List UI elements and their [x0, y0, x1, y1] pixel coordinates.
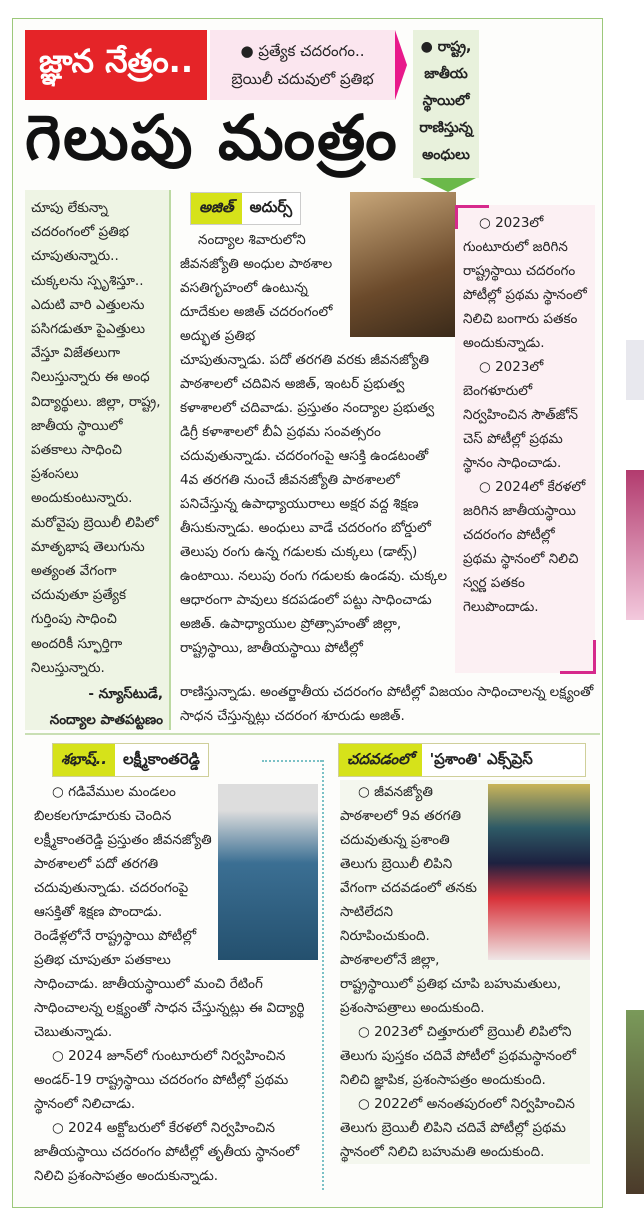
corner-bracket — [560, 640, 596, 674]
arrow-down-icon — [420, 178, 476, 192]
side-note-line: ● రాష్ట్ర, — [420, 39, 472, 55]
lakshmi-tag — [52, 743, 209, 777]
ajith-body: నంద్యాల శివారులోని జీవనజ్యోతి అంధుల పాఠశాల వసతిగృహంలో ఉంటున్న దూదేకుల అజిత్ చదరంగంలో అద్భుత ప్రతిభ చూపుతున్నాడు. పదో తరగతి వరకు జీవనజ్యోతి పాఠశాలలో చదివిన అజిత్, ఇంటర్ ప్రభుత్వ కళాశాలలో చదివాడు. ప్రస్తుతం నంద్యాల ప్రభుత్వ డిగ్రీ కళాశాలలో బీఏ ప్రథమ సంవత్సరం చదువుతున్నాడు. చదరంగంపై ఆసక్తి ఉండటంతో 4వ తరగతి నుంచే జీవనజ్యోతి పాఠశాలలో పనిచేస్తున్న ఉపాధ్యాయురాలు అక్షర వద్ద శిక్షణ తీసుకున్నాడు. అంధులు వాడే చదరంగం బోర్డులో తెలుపు రంగు ఉన్న గడులకు చుక్కలు (డాట్స్) ఉంటాయి. నలుపు రంగు గడులకు ఉండవు. చుక్కల ఆధారంగా పావులు కదపడంలో పట్టు సాధించాడు అజిత్. ఉపాధ్యాయుల ప్రోత్సాహంతో జిల్లా, రాష్ట్రస్థాయి, జాతీయస్థాయి పోటీల్లో — [180, 232, 448, 656]
ajith-tail: రాణిస్తున్నాడు. అంతర్జాతీయ చదరంగం పోటీల్లో విజయం సాధించాలన్న లక్ష్యంతో సాధన చేస్తున్నట్లు చదరంగ శూరుడు అజిత్. — [180, 684, 594, 724]
side-note-line: అంధులు — [422, 147, 470, 163]
story-para: ○ 2024 జూన్‌లో గుంటూరులో నిర్వహించిన అండర్-19 రాష్ట్రస్థాయి చదరంగం పోటీల్లో ప్రథమ స్థానంలో నిలిచాడు. — [34, 1048, 289, 1112]
side-note — [413, 30, 479, 178]
dotted-border — [322, 760, 324, 1190]
intro-box — [25, 190, 171, 730]
divider — [25, 733, 600, 735]
achievement-item: ○ 2024లో కేరళలో జరిగిన జాతీయస్థాయి చదరంగం పోటీల్లో ప్రథమ స్థానంలో నిలిచి స్వర్ణ పతకం గెలుపొందాడు. — [463, 479, 586, 615]
story-para: ○ 2022లో అనంతపురంలో నిర్వహించిన తెలుగు బ్రెయిలీ లిపిని చదివే పోటీల్లో ప్రథమ స్థానంలో నిలిచి బహుమతి అందుకుంది. — [340, 1096, 575, 1160]
achievement-item: ○ 2023లో గుంటూరులో జరిగిన రాష్ట్రస్థాయి చదరంగం పోటీల్లో ప్రథమ స్థానంలో నిలిచి బంగారు పతకం అందుకున్నాడు. — [463, 215, 587, 351]
lakshmi-story — [34, 780, 318, 1188]
story-para: ○ గడివేముల మండలం బిలకలగూడూరుకు చెందిన లక్ష్మీకాంతరెడ్డి ప్రస్తుతం జీవనజ్యోతి పాఠశాలలో పదో తరగతి చదువుతున్నాడు. చదరంగంపై ఆసక్తితో శిక్షణ పొందాడు. రెండేళ్లలోనే రాష్ట్రస్థాయి పోటీల్లో ప్రతిభ చూపుతూ పతకాలు సాధించాడు. జాతీయస్థాయిలో మంచి రేటింగ్ సాధించాలన్న లక్ష్యంతో సాధన చేస్తున్నట్లు ఈ విద్యార్థి చెబుతున్నాడు. — [34, 784, 305, 1040]
tag-caption: 'ప్రశాంతి' ఎక్స్‌ప్రెస్ — [422, 744, 585, 776]
prashanthi-tag — [338, 743, 586, 777]
tag-name: అజిత్ — [191, 193, 242, 224]
story-para: ○ జీవనజ్యోతి పాఠశాలలో 9వ తరగతి చదువుతున్న ప్రశాంతి తెలుగు బ్రెయిలీ లిపిని వేగంగా చదవడంలో తనకు సాటిలేదని నిరూపించుకుంది. పాఠశాలలోనే జిల్లా, రాష్ట్రస్థాయిలో ప్రతిభ చూపి బహుమతులు, ప్రశంసాపత్రాలు అందుకుంది. — [340, 784, 562, 1016]
credit-line: - న్యూస్‌టుడే, — [88, 686, 163, 703]
ajith-tag — [190, 192, 301, 225]
adjacent-block — [626, 340, 644, 400]
ajith-photo — [350, 192, 456, 337]
ajith-story — [180, 228, 450, 660]
adjacent-photo — [626, 1010, 644, 1194]
corner-bracket — [455, 205, 489, 229]
arrow-right-icon — [395, 30, 407, 100]
deck-line: ● ప్రత్యేక చదరంగం.. — [240, 42, 365, 60]
ajith-achievements — [455, 205, 595, 673]
tag-caption: లక్ష్మీకాంతరెడ్డి — [115, 744, 208, 776]
side-note-line: స్థాయిలో — [422, 93, 470, 109]
dotted-border — [262, 760, 322, 762]
side-note-line: రాణిస్తున్న — [419, 120, 473, 136]
tag-name: శభాష్.. — [53, 744, 115, 776]
prashanthi-story — [340, 780, 590, 1164]
kicker-label: జ్ఞాన నేత్రం.. — [25, 30, 207, 100]
story-para: ○ 2023లో చిత్తూరులో బ్రెయిలీ లిపిలోని తెలుగు పుస్తకం చదివే పోటీలో ప్రథమస్థానంలో నిలిచి జ్ఞాపిక, ప్రశంసాపత్రం అందుకుంది. — [340, 1024, 576, 1088]
headline: గెలుపు మంత్రం — [25, 101, 399, 174]
side-note-line: జాతీయ — [424, 66, 468, 82]
adjacent-article-strip — [606, 0, 644, 1194]
story-para: ○ 2024 అక్టోబరులో కేరళలో నిర్వహించిన జాతీయస్థాయి చదరంగం పోటీల్లో తృతీయ స్థానంలో నిలిచి ప్రశంసాపత్రం అందుకున్నాడు. — [34, 1120, 300, 1184]
credit-line: నంద్యాల పాతపట్టణం — [49, 712, 163, 729]
deck-box — [210, 30, 395, 100]
adjacent-photo — [626, 470, 644, 620]
tag-caption: అదుర్స్ — [242, 193, 300, 224]
achievement-item: ○ 2023లో బెంగళూరులో నిర్వహించిన సౌత్‌జోన్ చెస్ పోటీల్లో ప్రథమ స్థానం సాధించాడు. — [463, 359, 578, 471]
tag-name: చదవడంలో — [339, 744, 422, 776]
deck-line: బ్రెయిలీ చదువులో ప్రతిభ — [231, 70, 374, 88]
intro-text: చూపు లేకున్నా చదరంగంలో ప్రతిభ చూపుతున్నారు.. చుక్కలను స్పృశిస్తూ.. ఎదుటి వారి ఎత్తులను పసిగడుతూ పైఎత్తులు వేస్తూ విజేతలుగా నిలుస్తున్నారు ఈ అంధ విద్యార్థులు. జిల్లా, రాష్ట్ర, జాతీయ స్థాయిలో పతకాలు సాధించి ప్రశంసలు అందుకుంటున్నారు. మరోవైపు బ్రెయిలీ లిపిలో మాతృభాష తెలుగును అత్యంత వేగంగా చదువుతూ ప్రత్యేక గుర్తింపు సాధించి అందరికీ స్ఫూర్తిగా నిలుస్తున్నారు. — [31, 200, 161, 676]
lakshmi-photo — [218, 784, 318, 960]
prashanthi-photo — [488, 784, 590, 960]
